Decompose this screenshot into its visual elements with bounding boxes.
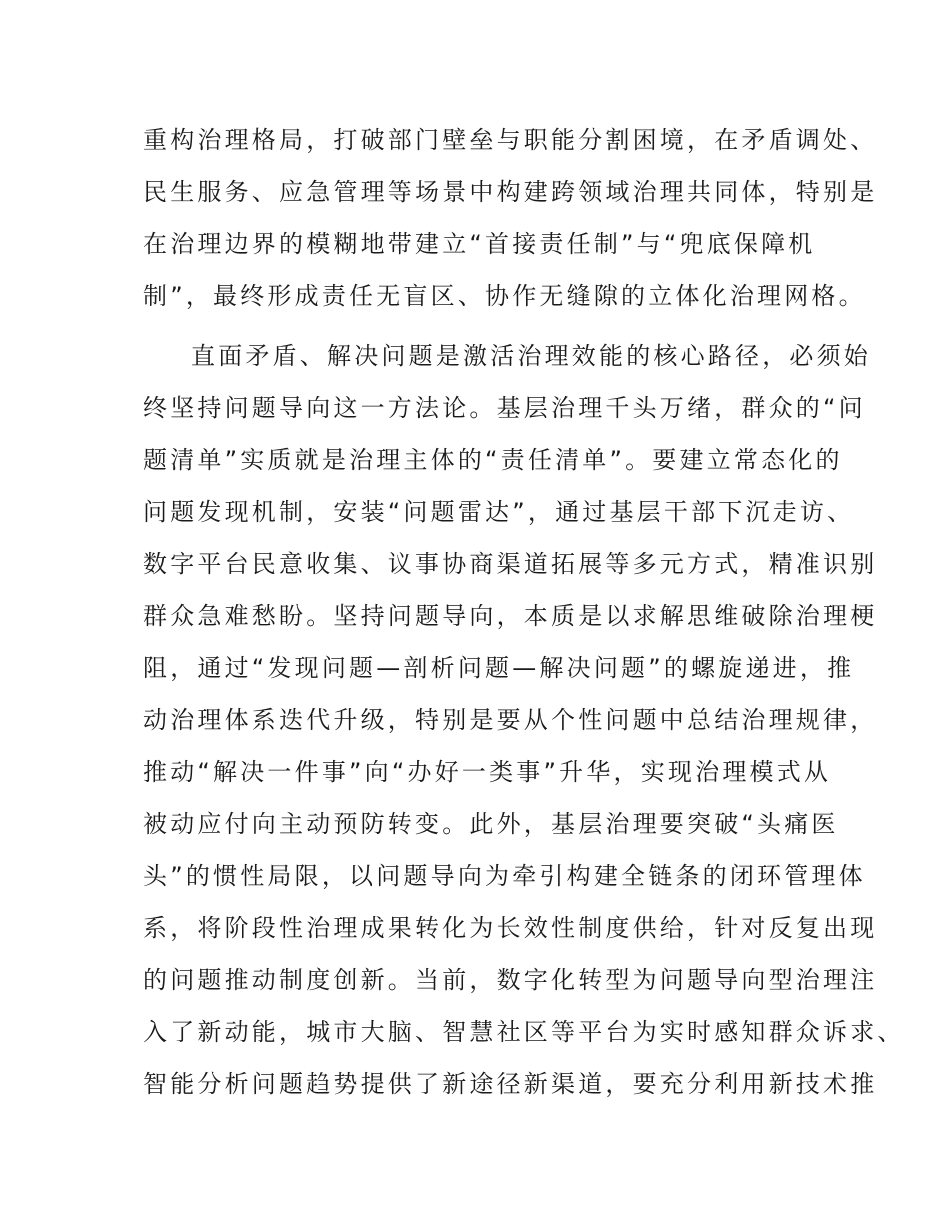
- paragraph-2-line-9: 推动“解决一件事”向“办好一类事”升华，实现治理模式从: [143, 758, 832, 786]
- paragraph-2-line-12: 系，将阶段性治理成果转化为长效性制度供给，针对反复出现: [143, 914, 878, 942]
- paragraph-2-line-2: 终坚持问题导向这一方法论。基层治理千头万绪，群众的“问: [143, 394, 866, 422]
- paragraph-2-line-3: 题清单”实质就是治理主体的“责任清单”。要建立常态化的: [143, 446, 843, 474]
- paragraph-2-line-7: 阻，通过“发现问题—剖析问题—解决问题”的螺旋递进，推: [143, 654, 855, 682]
- paragraph-1-line-1: 重构治理格局，打破部门壁垒与职能分割困境，在矛盾调处、: [143, 126, 878, 154]
- paragraph-2-line-15: 智能分析问题趋势提供了新途径新渠道，要充分利用新技术推: [143, 1070, 878, 1098]
- paragraph-1-line-3: 在治理边界的模糊地带建立“首接责任制”与“兜底保障机: [143, 230, 816, 258]
- paragraph-2-line-8: 动治理体系迭代升级，特别是要从个性问题中总结治理规律，: [143, 706, 878, 734]
- paragraph-2-line-5: 数字平台民意收集、议事协商渠道拓展等多元方式，精准识别: [143, 550, 878, 578]
- paragraph-2-line-11: 头”的惯性局限，以问题导向为牵引构建全链条的闭环管理体: [143, 862, 866, 890]
- paragraph-1-line-4: 制”，最终形成责任无盲区、协作无缝隙的立体化治理网格。: [143, 282, 866, 310]
- paragraph-2-line-1: 直面矛盾、解决问题是激活治理效能的核心路径，必须始: [191, 342, 871, 370]
- paragraph-2-line-14: 入了新动能，城市大脑、智慧社区等平台为实时感知群众诉求、: [143, 1018, 905, 1046]
- paragraph-1-line-2: 民生服务、应急管理等场景中构建跨领域治理共同体，特别是: [143, 178, 878, 206]
- paragraph-2-line-10: 被动应付向主动预防转变。此外，基层治理要突破“头痛医: [143, 810, 839, 838]
- paragraph-2-line-4: 问题发现机制，安装“问题雷达”，通过基层干部下沉走访、: [143, 498, 855, 526]
- paragraph-2-line-6: 群众急难愁盼。坚持问题导向，本质是以求解思维破除治理梗: [143, 602, 878, 630]
- paragraph-2-line-13: 的问题推动制度创新。当前，数字化转型为问题导向型治理注: [143, 966, 878, 994]
